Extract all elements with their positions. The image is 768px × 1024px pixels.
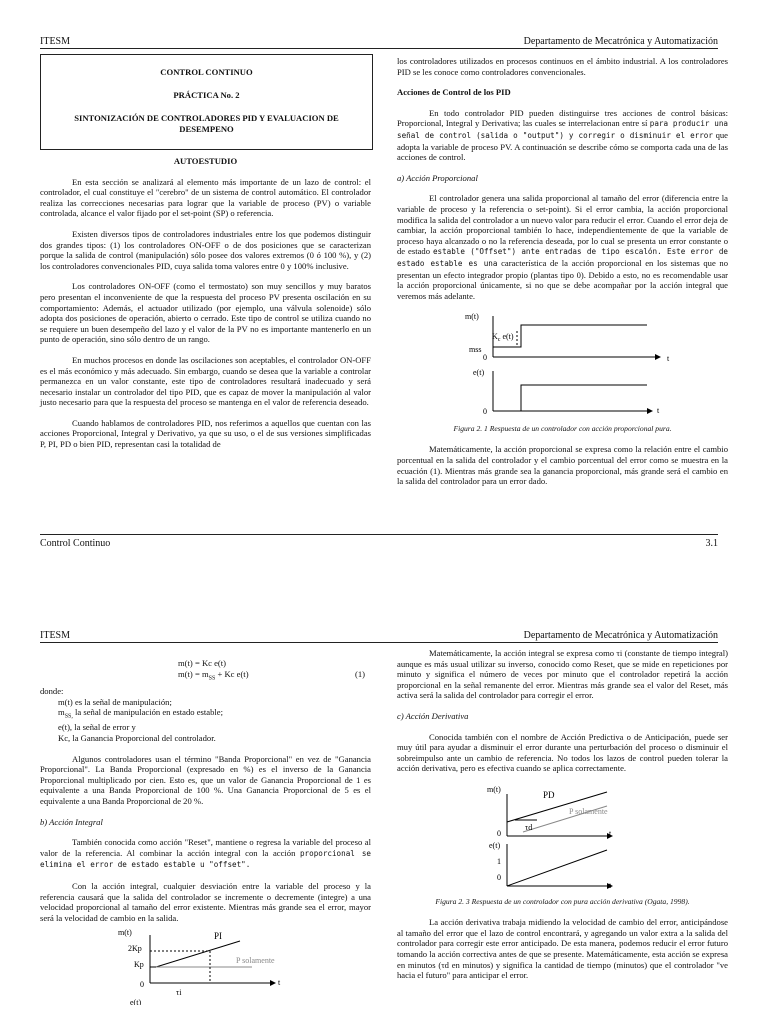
fig1-e-label: e(t) [473,368,485,378]
figi-arrow [270,980,276,986]
figd-e-label: e(t) [489,840,501,850]
fig1-t-label: t [667,354,670,364]
figure-proportional [397,311,728,419]
paragraph: Los controladores ON-OFF (como el termostato) son muy sencillos y muy baratos pero presentan el inconveniente de que la respuesta del proceso PV presenta oscilación en su comportamiento: Además, el actuador utilizado (por ejemplo, una válvula solenoide) sólo adopta dos posiciones de operación, abierto o cerrado. Este tipo de control se utiliza cuando no se requiere un buen desempeño del lazo y el valor de la PV no es importante mantenerlo en un punto de operación, sino sólo dentro de un rango. [40,281,371,345]
paragraph: El controlador genera una salida proporcional al tamaño del error (diferencia entre la variable de proceso y la referencia o set-point). Si el error cambia, la acción proporcional modifica la salida del controlador a un nuevo valor para reducir el error. Cuando el error deja de cambiar, la acción proporcional también lo hace, independientemente de que la variable de proceso haya alcanzado o no la referencia deseada, por lo cual se presenta un error constante o de estado estable ("Offset") ante entradas de tipo escalón. Este error de estado estable es una característica de la acción proporcional en los sistemas que no presentan un efecto integrador propio (plantas tipo 0). Debido a esto, no es recomendable usar la acción proporcional únicamente, si no que se debe acompañar por la acción integral que veremos más adelante. [397,193,728,301]
paragraph: La acción derivativa trabaja midiendo la velocidad de cambio del error, anticipándose al tamaño del error que el lazo de control encontrará, y agregando un valor extra a la salida del controlador para corregir este error anticipado. De esta manera, podemos reducir el error futuro tomando la acción correctiva antes de que se presente. Matemáticamente, esta acción se expresa en minutos (τd en minutos) y significa la cantidad de tiempo (minutos) que el controlador "ve hacia el futuro" para anticipar el error. [397,917,728,981]
paragraph: En muchos procesos en donde las oscilaciones son aceptables, el controlador ON-OFF es el más económico y más adecuado. Sin embargo, cuando se desea que la variable a controlar permanezca en un valor constante, este tipo de controladores resultará inadecuado y será necesario instalar un controlador del tipo PID, que es capaz de mover la manipulación al valor justo necesario para que la respuesta del proceso se mantenga en el valor de referencia deseado. [40,354,371,408]
definition: $m_{SS,}$ la señal de manipulación en estado estable; [58,707,223,720]
figd-t2-label: t [609,880,612,890]
footer-left: Control Continuo [40,538,111,549]
fig1-zero2: 0 [483,407,487,417]
figd-ramp [507,850,607,886]
header-rule [40,642,718,643]
figd-one: 1 [497,856,501,866]
figure-integral [40,925,371,1005]
paragraph: los controladores utilizados en procesos continuos en el ámbito industrial. A los controladores PID se les conoce como controladores convencionales. [397,56,728,77]
left-column [40,658,371,1008]
autoestudio-heading: AUTOESTUDIO [173,156,238,166]
header-right: Departamento de Mecatrónica y Automatización [523,630,718,641]
figi-pi-line [150,941,240,967]
figd-zero: 0 [497,828,501,838]
figi-ti: τi [176,988,182,998]
paragraph: Cuando hablamos de controladores PID, nos referimos a aquellos que cuentan con las acciones Proporcional, Integral y Derivativo, ya que su uso, o el de sus versiones simplificadas P, PI, PD o bien PID, representan casi la totalidad de [40,417,371,450]
paragraph: En esta sección se analizará al elemento más importante de un lazo de control: el controlador, el cual constituye el "cerebro" de un sistema de control automático. El controlador realiza las correcciones necesarias para lograr que la variable de proceso (PV) o variable controlada, alcance el valor fijado por el set-point (SP) o referencia. [40,176,371,219]
figi-m-label: m(t) [118,928,132,938]
figure-caption: Figura 2. 1 Respuesta de un controlador con acción proporcional pura. [453,423,672,433]
subsection-c: c) Acción Derivativa [397,710,469,721]
fig1-kc-label: $K_c$ e(t) [492,332,514,344]
paragraph: También conocida como acción "Reset", mantiene o regresa la variable del proceso al valor de la referencia. Al combinar la acción integral con la acción proporcional se elimina el error de estado estable u "offset". [40,837,371,870]
paragraph: Matemáticamente, la acción proporcional se expresa como la relación entre el cambio porcentual en la salida del controlador y el cambio porcentual del error como se muestra en la ecuación (1). Mientras más grande sea la ganancia proporcional, más grande será el cambio en la salida del controlador para un error dado. [397,444,728,487]
definition: e(t), la señal de error y [58,722,136,733]
figd-td: τd [525,822,533,832]
paragraph: Conocida también con el nombre de Acción Predictiva o de Anticipación, puede ser muy útil para ayudar a disminuir el error durante una perturbación del proceso o disminuir el sobreimpulso ante un cambio de referencia. No todos los lazos de control pueden tolerar la acción derivativa, pero es efectiva cuando se aplica correctamente. [397,731,728,774]
figi-pi-label: PI [214,931,223,942]
donde-label: donde: [40,685,64,696]
footer-right: 3.1 [705,538,718,549]
paragraph: Matemáticamente, la acción integral se expresa como τi (constante de tiempo integral) aunque es más usual utilizar su inverso, conocido como Reset, que se mide en repeticiones por minuto y significa el número de veces por minuto que el controlador repetirá la acción proporcional en la señal remanente del error. Mientras más grande sea el valor del Reset, más activa será la salida del controlador para corregir el error. [397,648,728,701]
fig1-t2-label: t [657,406,660,416]
paragraph: En todo controlador PID pueden distinguirse tres acciones de control básicas: Proporcional, Integral y Derivativa; las cuales se interrelacionan entre sí para producir una señal de control (salida o "output") y corregir o disminuir el error que adopta la variable de proceso PV. A continuación se describe cómo se comporta cada una de las acciones de control. [397,107,728,163]
subsection-a: a) Acción Proporcional [397,172,478,183]
left-column [40,156,371,460]
equation-1: m(t) = Kc e(t) [178,658,227,668]
fig1-error-step [493,385,647,411]
equation-number: (1) [354,668,365,679]
figi-zero: 0 [140,980,144,990]
definition: Kc, la Ganancia Proporcional del controlador. [58,733,216,743]
header-right: Departamento de Mecatrónica y Automatización [523,36,718,47]
figi-t-label: t [278,978,281,988]
figd-pd-label: PD [543,789,555,800]
fig1-step [493,325,647,347]
paragraph: Algunos controladores usan el término "Banda Proporcional" en vez de "Ganancia Proporcional". La Banda Proporcional (expresado en %) es el inverso de la Ganancia Proporcional multiplicado por cien. Esto es, que un valor de Ganancia Proporcional de 1 es equivalente a una Banda Proporcional de 100 %. Una Ganancia Proporcional de 5 es el equivalente a una Banda Proporcional de 20 %. [40,753,371,806]
acciones-heading: Acciones de Control de los PID [397,87,511,98]
equation-2: $m(t) = m_{SS} + Kc$ e(t) (1) [178,668,365,682]
fig1-arrow [655,354,661,360]
fig1-arrow2 [647,408,653,414]
footer-rule [40,534,718,535]
header-left: ITESM [40,36,70,47]
figi-p-sol: P solamente [236,956,275,966]
fig1-mss-label: mss [469,345,482,355]
definition: m(t) es la señal de manipulación; [58,696,172,707]
figure-derivative [397,784,728,892]
title-course: CONTROL CONTINUO [160,67,253,77]
subsection-b: b) Acción Integral [40,816,103,827]
title-box [40,54,373,150]
header-rule [40,48,718,49]
right-column [397,648,728,991]
figd-t-label: t [609,828,612,838]
title-practice: PRÁCTICA No. 2 [173,90,240,100]
figi-kp: Kp [134,960,144,970]
paragraph: Con la acción integral, cualquier desviación entre la variable del proceso y la referencia causará que la salida del controlador se incremente o decremente (integre) a una velocidad proporcional al tamaño del error existente. Mientras más grande sea el error, mayor será la velocidad de cambio en la salida. [40,880,371,923]
figd-p-sol: P solamente [569,806,608,816]
fig1-zero: 0 [483,353,487,363]
figd-m-label: m(t) [487,784,501,794]
fig1-m-label: m(t) [465,312,479,322]
figi-2kp: 2Kp [128,944,142,954]
right-column [397,56,728,497]
title-topic: SINTONIZACIÓN DE CONTROLADORES PID Y EVALUACION DE DESEMPENO [74,113,339,134]
page-2 [0,618,768,1024]
figd-zero2: 0 [497,872,501,882]
figi-e-label: e(t) [130,998,142,1006]
figure-caption: Figura 2. 3 Respuesta de un controlador con pura acción derivativa (Ogata, 1998). [435,896,690,906]
paragraph: Existen diversos tipos de controladores industriales entre los que podemos distinguir dos grandes tipos: (1) los controladores ON-OFF o de dos posiciones que se caracterizan porque la salida de control (manipulación) sólo posee dos valores extremos (0 ó 100 %), y (2) los controladores convencionales PID, cuya salida toma valores entre 0 y 100% inclusive. [40,228,371,271]
header-left: ITESM [40,630,70,641]
